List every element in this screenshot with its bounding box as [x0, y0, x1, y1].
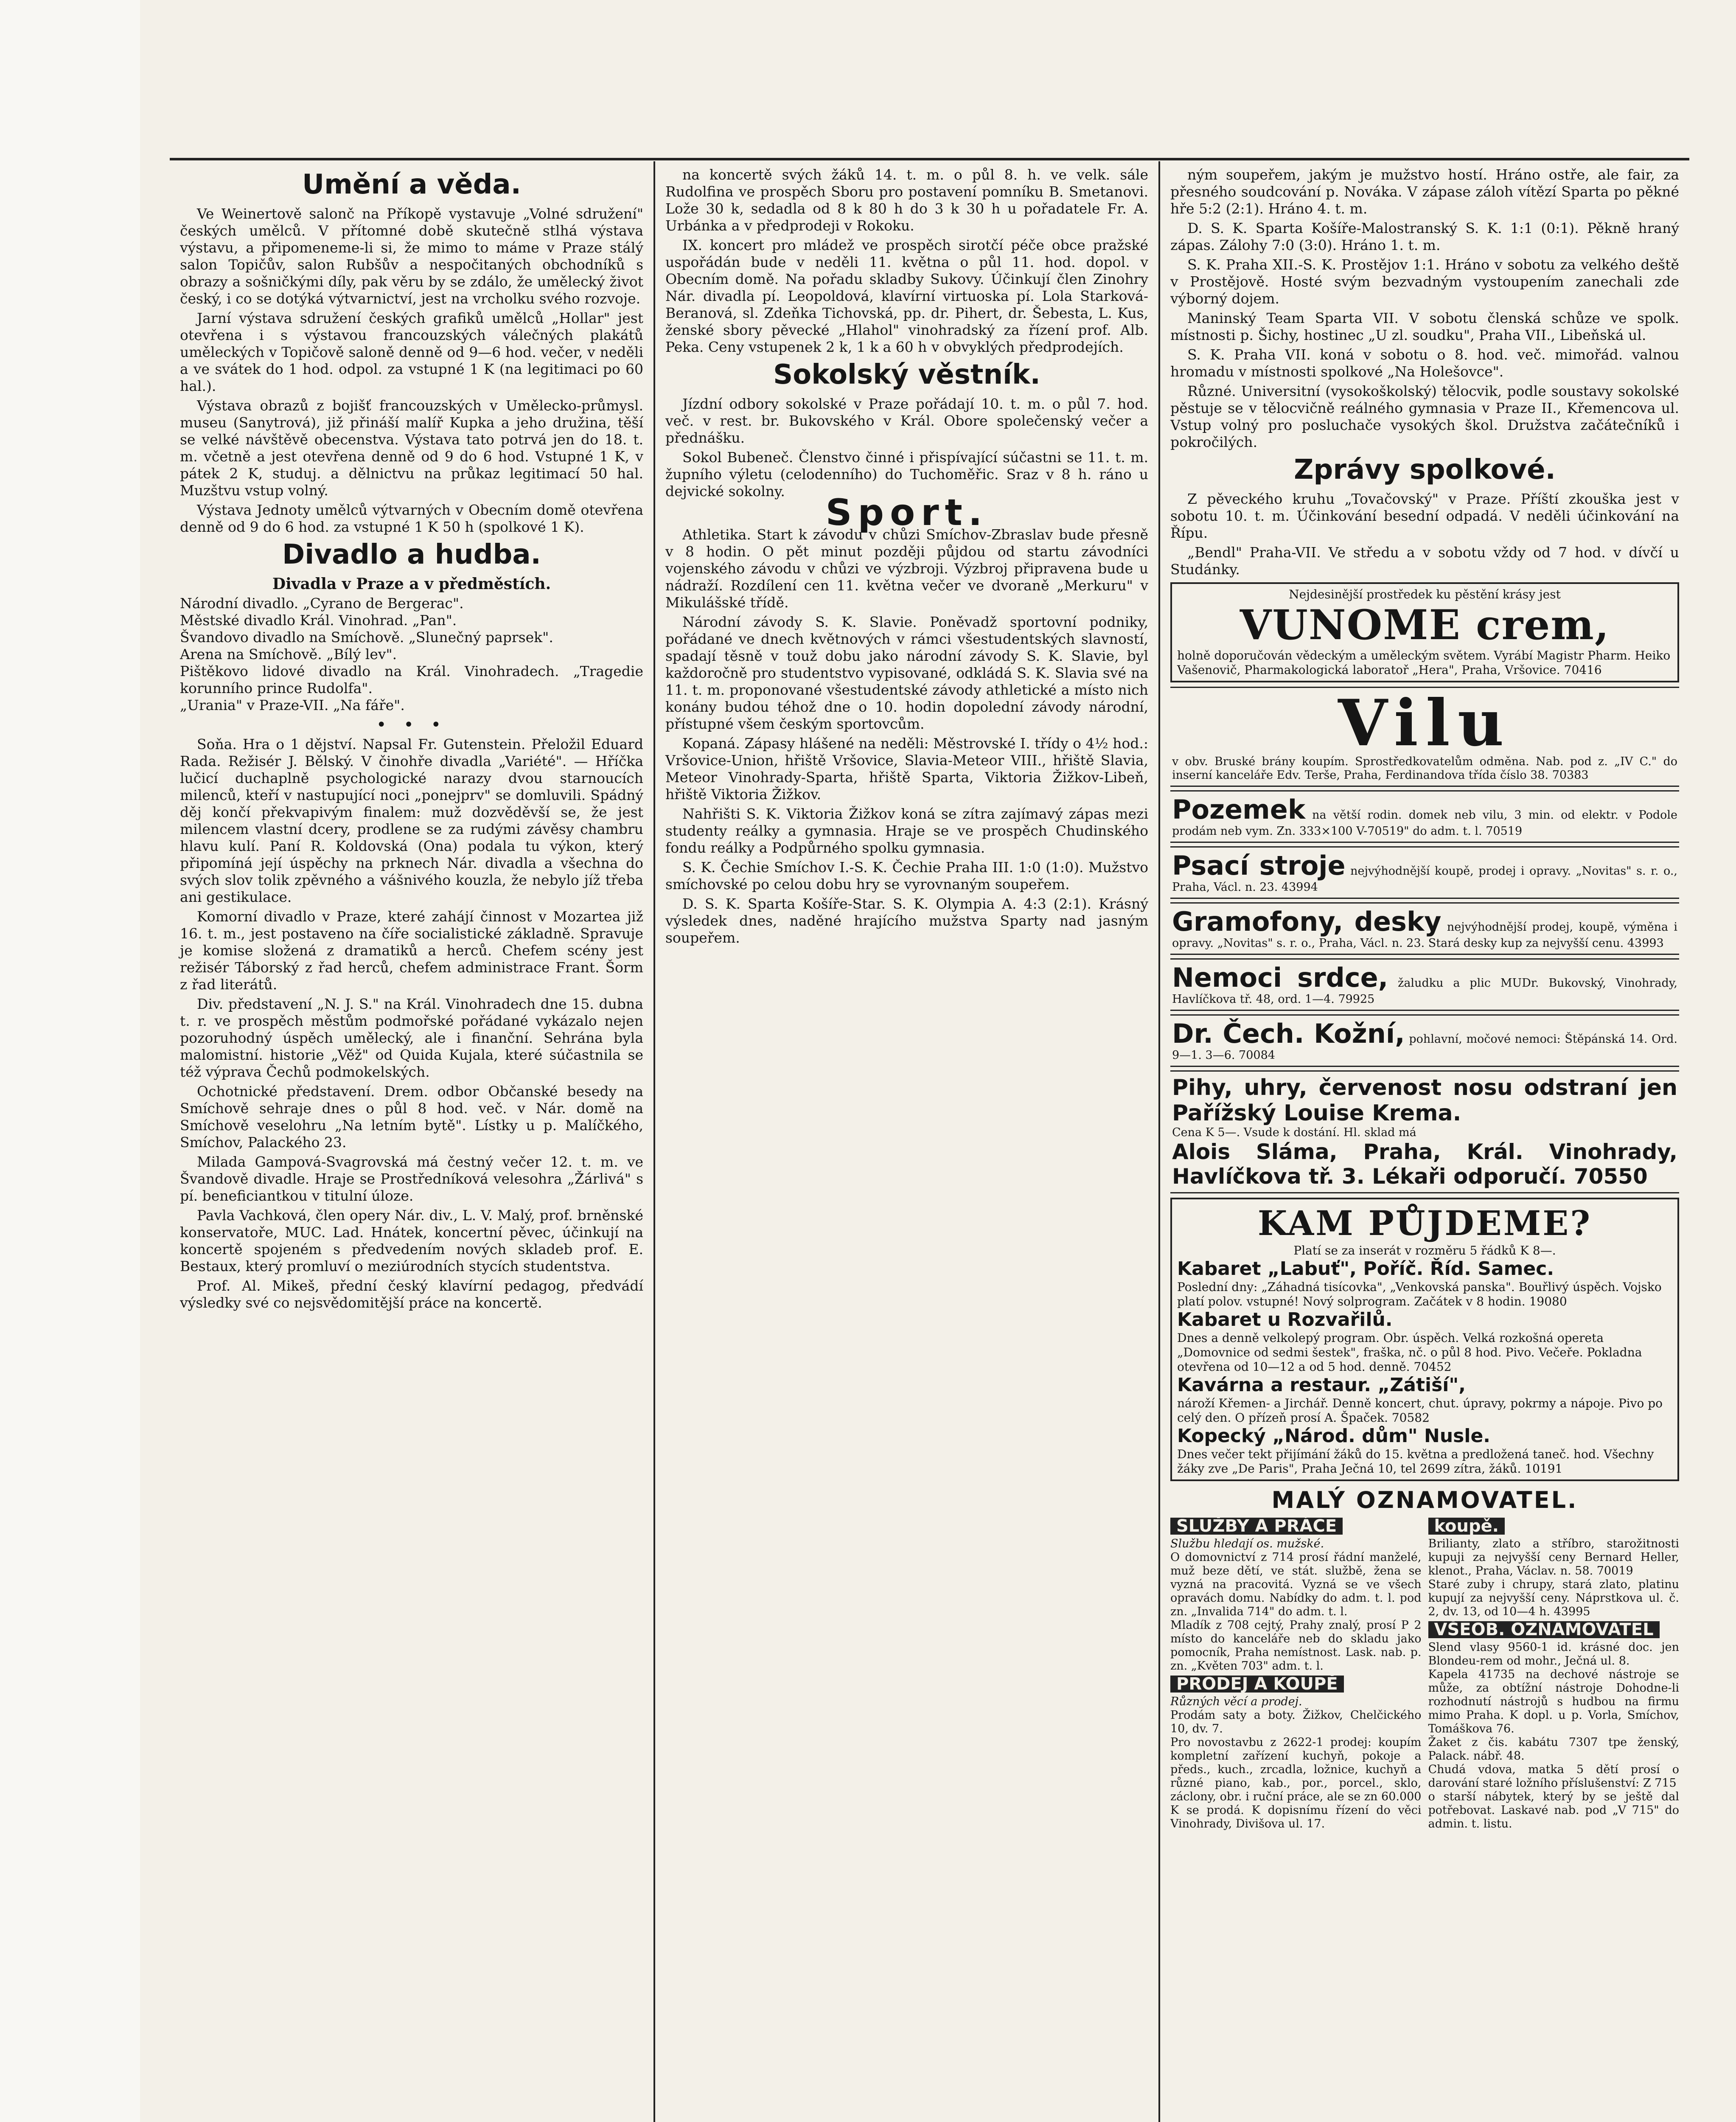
top-rule — [170, 158, 1689, 160]
ad-psaci-title: Psací stroje — [1172, 850, 1346, 881]
ad-labut-title: Kabaret „Labuť", Poříč. Říd. Samec. — [1177, 1258, 1554, 1280]
theatre-paragraph: Komorní divadlo v Praze, které zahájí činnost v Mozartea již 16. t. m., jest postaveno na číře socialistické základně. Spravuje je komise složená z dramatiků a herců. Chefem scény jest režisér Táborský z řad herců, chefem administrace Frant. Šorm z řad literátů. — [180, 908, 643, 993]
ad-vunome-text: holně doporučován vědeckým a uměleckým světem. Vyrábí Magistr Pharm. Heiko Vašenovič, Pharmakologická laboratoř „Hera", Praha, Vršovice. 70416 — [1177, 648, 1671, 677]
maly-oznamovatel-title: MALÝ OZNAMOVATEL. — [1271, 1487, 1578, 1513]
concert-paragraph: IX. koncert pro mládež ve prospěch sirotčí péče obce pražské uspořádán bude v neděli 11. května o půl 11. hod. dopol. v Obecním domě. Na pořadu skladby Sukovy. Účinkují člen Zinohry Nár. divadla pí. Leopoldová, klavírní virtuoska pí. Lola Starková-Beranová, sl. Zdeňka Tichovská, pp. dr. Pihert, dr. Šebesta, L. Kus, ženské sbory pěvecké „Hlahol" vinohradský za řízení prof. Alb. Peka. Ceny vstupenek 2 k, 1 k a 60 h v obvyklých předprodejích. — [665, 237, 1148, 355]
art-paragraph: Jarní výstava sdružení českých grafiků umělců „Hollar" jest otevřena i s výstavou francouzských válečných plakátů uměleckých v Topičově saloně denně od 9—6 hod. večer, v neděli a ve svátek do 1 hod. odpol. za vstupné 1 K (na legitimaci po 60 hal.). — [180, 310, 643, 394]
classified-item: Mladík z 708 cejtý, Prahy znalý, prosí P 2 místo do kanceláře neb do skladu jako pomocník, Praha nemístnost. Lask. nab. p. zn. „Květen 703" adm. t. l. — [1170, 1619, 1422, 1673]
ad-zatisi-text: nároží Křemen- a Jirchář. Denně koncert, chut. úpravy, pokrmy a nápoje. Pivo po celý den. O přízeň prosí A. Špaček. 70582 — [1177, 1396, 1663, 1425]
ad-vilu — [1170, 687, 1679, 787]
art-paragraph: Výstava Jednoty umělců výtvarných v Obecním domě otevřena denně od 9 do 6 hod. za vstupné 1 K 50 h (spolkové 1 K). — [180, 502, 643, 535]
sport-paragraph: Nahřišti S. K. Viktoria Žižkov koná se zítra zajímavý zápas mezi studenty reálky a gymnasia. Hraje se ve prospěch Chudinského fondu reálky a Podpůrného spolku gymnasia. — [665, 806, 1148, 856]
classified-sub: Službu hledají os. mužské. — [1170, 1537, 1324, 1550]
ad-gramofony — [1170, 902, 1679, 955]
heading-art: Umění a věda. — [302, 169, 521, 200]
banner-koupe: koupě. — [1428, 1518, 1505, 1535]
theatre-paragraph: Ochotnické představení. Drem. odbor Občanské besedy na Smíchově sehraje dnes o půl 8 hod. več. v Nár. domě na Smíchově veselohru „Na letním bytě". Lístky u p. Malíčkého, Smíchov, Palackého 23. — [180, 1083, 643, 1151]
classified-item: Slend vlasy 9560-1 id. krásné doc. jen Blondeu-rem od mohr., Ječná ul. 8. — [1428, 1641, 1679, 1667]
column-2 — [653, 161, 1158, 2122]
programme-item: „Urania" v Praze-VII. „Na fáře". — [180, 697, 405, 713]
sport-paragraph: ným soupeřem, jakým je mužstvo hostí. Hráno ostře, ale fair, za přesného soudcování p. Nováka. V zápase záloh vítězí Sparta po pěkné hře 5:2 (2:1). Hráno 4. t. m. — [1170, 166, 1679, 217]
ad-gramofony-text: nejvýhodnější prodej, koupě, výměna i opravy. „Novitas" s. r. o., Praha, Václ. n. 23. Stará desky kup za nejvyšší cenu. 43993 — [1172, 921, 1677, 950]
programme-item: Arena na Smíchově. „Bílý lev". — [180, 646, 397, 662]
sport-paragraph: S. K. Čechie Smíchov I.-S. K. Čechie Praha III. 1:0 (1:0). Mužstvo smíchovské po celou dobu hry se vyrovnaným soupeřem. — [665, 859, 1148, 893]
programme-item: Městské divadlo Král. Vinohrad. „Pan". — [180, 612, 457, 629]
classified-sub: Různých věcí a prodej. — [1170, 1695, 1302, 1708]
kam-pujdeme-sub: Platí se za inserát v rozměru 5 řádků K 8—. — [1293, 1243, 1556, 1257]
club-paragraph: „Bendl" Praha-VII. Ve středu a v sobotu vždy od 7 hod. v dívčí u Studánky. — [1170, 544, 1679, 578]
theatre-paragraph: Soňa. Hra o 1 dějství. Napsal Fr. Gutenstein. Přeložil Eduard Rada. Režisér J. Bělský. V činohře divadla „Variété". — Hříčka lučicí duchaplně psychologické narazy dvou starnoucích milenců, kteří v nastupující noci „ponejprv" se domluvili. Spádný děj končí překvapivým finalem: muž dozvěděvší se, že jest milencem vlastní dcery, prodlene se za rudými závěsy chambru hlavu kulí. Paní R. Koldovská (Ona) podala tu výkon, který připomíná její úspěchy na prknech Nár. divadla a všechna do svých slov tolik zpěvného a vášnivého kouzla, že nebylo jíž třeba ani gestikulace. — [180, 736, 643, 905]
classified-item: Žaket z čis. kabátu 7307 tpe ženský, Palack. nábř. 48. — [1428, 1736, 1679, 1763]
classifieds-left — [1170, 1515, 1422, 1831]
heading-sokol: Sokolský věstník. — [773, 359, 1040, 390]
ad-cech-text: pohlavní, močové nemoci: Štěpánská 14. Ord. 9—1. 3—6. 70084 — [1172, 1033, 1677, 1062]
ad-pihy-title: Pihy, uhry, červenost nosu odstraní jen Pařížský Louise Krema. — [1172, 1075, 1677, 1126]
ad-kopecky-text: Dnes večer tekt přijímání žáků do 15. května a predložená taneč. hod. Všechny žáky zve „De Paris", Praha Ječná 10, tel 2699 zítra, žáků. 10191 — [1177, 1447, 1654, 1476]
ad-alois: Alois Sláma, Praha, Král. Vinohrady, Havlíčkova tř. 3. Lékaři odporučí. 70550 — [1172, 1140, 1677, 1189]
ad-dr-cech — [1170, 1014, 1679, 1067]
subheading-theatres: Divadla v Praze a v předměstích. — [272, 575, 551, 593]
classified-item: Staré zuby i chrupy, stará zlato, platinu kupují za nejvyšší ceny. Náprstkova ul. č. 2, dv. 13, od 10—4 h. 43995 — [1428, 1578, 1679, 1618]
classified-item: o starší nábytek, který by se ještě dal potřebovat. Laskavé nab. pod „V 715" do admin. t. listu. — [1428, 1790, 1679, 1830]
club-paragraph: Z pěveckého kruhu „Tovačovský" v Praze. Příští zkouška jest v sobotu 10. t. m. Účinkování besední odpadá. V neděli účinkování na Řípu. — [1170, 491, 1679, 541]
ad-pozemek-text: na větší rodin. domek neb vilu, 3 min. od elektr. v Podole prodám neb vym. Zn. 333×100 V-70519" do adm. t. l. 70519 — [1172, 808, 1677, 838]
theatre-paragraph: Milada Gampová-Svagrovská má čestný večer 12. t. m. ve Švandově divadle. Hraje se Prostředníková velesohra „Žárlivá" s pí. beneficiantkou v titulní úloze. — [180, 1154, 643, 1204]
sport-paragraph: D. S. K. Sparta Košíře-Star. S. K. Olympia A. 4:3 (2:1). Krásný výsledek dnes, naděné hrajícího mužstva Sparty nad jasným soupeřem. — [665, 895, 1148, 946]
concert-paragraph: na koncertě svých žáků 14. t. m. o půl 8. h. ve velk. sále Rudolfina ve prospěch Sboru pro postavení pomníku B. Smetanovi. Lože 30 k, sedadla od 8 k 80 h do 3 k 30 h u pořadatele Fr. A. Urbánka a v předprodeji v Rokoku. — [665, 166, 1148, 234]
ad-vilu-text: v obv. Bruské brány koupím. Sprostředkovatelům odměna. Nab. pod z. „IV C." do inserní kanceláře Edv. Terše, Praha, Ferdinandova třída číslo 38. 70383 — [1172, 755, 1677, 782]
sport-paragraph: D. S. K. Sparta Košíře-Malostranský S. K. 1:1 (0:1). Pěkně hraný zápas. Zálohy 7:0 (3:0). Hráno 1. t. m. — [1170, 220, 1679, 253]
sport-paragraph: S. K. Praha XII.-S. K. Prostějov 1:1. Hráno v sobotu za velkého deště v Prostějově. Hosté svým bezvadným vystoupením zanechali zde výborný dojem. — [1170, 256, 1679, 307]
theatre-paragraph: Div. představení „N. J. S." na Král. Vinohradech dne 15. dubna t. r. ve prospěch městům podmořské pořádané vykázalo nejen pozoruhodný úspěch umělecký, ale i finanční. Sehrána byla malomistní. historie „Věž" od Quida Kujala, které súčastnila se též výprava Čechů podmokelských. — [180, 996, 643, 1080]
ad-vunome-title: VUNOME crem, — [1240, 601, 1610, 649]
kam-pujdeme-title: KAM PŮJDEME? — [1257, 1203, 1592, 1243]
ad-zatisi-title: Kavárna a restaur. „Zátiší", — [1177, 1374, 1466, 1396]
sport-paragraph: S. K. Praha VII. koná v sobotu o 8. hod. več. mimořád. valnou hromadu v místnosti spolkové „Na Holešovce". — [1170, 346, 1679, 380]
ad-nemoci-title: Nemoci srdce, — [1172, 962, 1388, 993]
separator-dots: • • • — [376, 715, 447, 735]
ad-psaci-text: nejvýhodnější koupě, prodej i opravy. „Novitas" s. r. o., Praha, Václ. n. 23. 43994 — [1172, 865, 1677, 894]
heading-club-news: Zprávy spolkové. — [1294, 454, 1556, 486]
ad-pihy — [1170, 1070, 1679, 1193]
ad-pozemek — [1170, 790, 1679, 843]
sport-paragraph: Národní závody S. K. Slavie. Poněvadž sportovní podniky, pořádané ve dnech květnových v rámci všestudentských slavností, spadají těsně v touž dobu jako národní závody S. K. Slavie, byl každoročně pro studentstvo vypisované, odkládá S. K. Slavia své na 11. t. m. proponované všestudentské závody athletické a místo nich konány budou téhož dne o 10. hodin dopolední závody národní, přístupné všem českým sportovcům. — [665, 614, 1148, 732]
ad-vilu-title: Vilu — [1338, 686, 1512, 761]
columns — [170, 161, 1689, 2122]
ad-psaci-stroje — [1170, 846, 1679, 899]
ad-pihy-text: Cena K 5—. Vsude k dostání. Hl. sklad má — [1172, 1126, 1416, 1139]
programme-item: Pištěkovo lidové divadlo na Král. Vinohradech. „Tragedie korunního prince Rudolfa". — [180, 663, 643, 696]
classified-item: Prodám saty a boty. Žižkov, Chelčického 10, dv. 7. — [1170, 1709, 1422, 1735]
sport-paragraph: Maninský Team Sparta VII. V sobotu členská schůze ve spolk. místnosti p. Šichy, hostinec „U zl. soudku", Praha VII., Libeňská ul. — [1170, 310, 1679, 343]
ad-vunome — [1170, 582, 1679, 682]
classified-item: Chudá vdova, matka 5 dětí prosí o darování staré ložního příslušenství: Z 715 — [1428, 1763, 1679, 1790]
ad-kopecky-title: Kopecký „Národ. dům" Nusle. — [1177, 1425, 1491, 1447]
page-margin — [0, 0, 140, 2122]
ad-gramofony-title: Gramofony, desky — [1172, 906, 1442, 937]
art-paragraph: Ve Weinertově salonč na Příkopě vystavuje „Volné sdružení" českých umělců. V přítomné době skutečně stlhá výstava výstavu, a připomeneme-li si, že mimo to máme v Praze stálý salon Topičův, salon Rubšův a nespočitaných obchodníků s obrazy a sošničkými díly, pak věru by se zdálo, že umělecký život český, i co se dotýká výtvarnictví, jest na vrcholku svého rozvoje. — [180, 205, 643, 307]
column-1 — [170, 161, 653, 2122]
sokol-paragraph: Sokol Bubeneč. Členstvo činné i přispívající súčastni se 11. t. m. župního výletu (celodenního) do Tuchoměřic. Sraz v 8 h. ráno u dejvické sokolny. — [665, 449, 1148, 500]
theatre-paragraph: Prof. Al. Mikeš, přední český klavírní pedagog, předvádí výsledky své co nejsvědomitější práce na koncertě. — [180, 1277, 643, 1311]
sokol-paragraph: Jízdní odbory sokolské v Praze pořádají 10. t. m. o půl 7. hod. več. v rest. br. Bukovského v Král. Obore společenský večer a přednášku. — [665, 396, 1148, 446]
banner-vseob: VŠEOB. OZNAMOVATEL — [1428, 1621, 1660, 1638]
banner-sluzby: SLUŽBY A PRÁCE — [1170, 1518, 1343, 1535]
ad-pozemek-title: Pozemek — [1172, 794, 1306, 825]
classified-item: Brilianty, zlato a stříbro, starožitnosti kupuji za nejvyšší ceny Bernard Heller, klenot., Praha, Václav. n. 58. 70019 — [1428, 1537, 1679, 1577]
classifieds — [1170, 1515, 1679, 1831]
sport-paragraph: Kopaná. Zápasy hlášené na neděli: Městrovské I. třídy o 4½ hod.: Vršovice-Union, hřiště Vršovice, Slavia-Meteor VIII., hřiště Slavia, Meteor Vinohrady-Sparta, hřiště Sparta, Viktoria Žižkov-Libeň, hřiště Viktoria Žižkov. — [665, 735, 1148, 803]
ad-labut-text: Poslední dny: „Záhadná tisícovka", „Venkovská panska". Bouřlivý úspěch. Vojsko platí polov. vstupné! Nový solprogram. Začátek v 8 hodin. 19080 — [1177, 1280, 1662, 1308]
classified-item: O domovnictví z 714 prosí řádní manželé, muž beze dětí, ve stát. službě, žena se vyzná na pracovitá. Vyzná se ve všech opravách domu. Nabídky do adm. t. l. pod zn. „Invalida 714" do adm. t. l. — [1170, 1551, 1422, 1618]
theatre-paragraph: Pavla Vachková, člen opery Nár. div., L. V. Malý, prof. brněnské konservatoře, MUC. Lad. Hnátek, koncertní pěvec, účinkují na koncertě spojeném s předvedením nových skladeb prof. E. Bestaux, který promluví o meziúrodních stycích studentstva. — [180, 1207, 643, 1274]
ad-nemoci-text: žaludku a plic MUDr. Bukovský, Vinohrady, Havlíčkova tř. 48, ord. 1—4. 79925 — [1172, 977, 1677, 1006]
column-3 — [1158, 161, 1689, 2122]
programme-item: Švandovo divadlo na Smíchově. „Slunečný paprsek". — [180, 629, 553, 646]
sport-paragraph: Různé. Universitní (vysokoškolský) tělocvik, podle soustavy sokolské pěstuje se v tělocvičně reálného gymnasia v Praze II., Křemencova ul. Vstup volný pro posluchače vysokých škol. Družstva začátečníků i pokročilých. — [1170, 383, 1679, 450]
programme-item: Národní divadlo. „Cyrano de Bergerac". — [180, 595, 464, 612]
banner-prodej: PRODEJ A KOUPĚ — [1170, 1676, 1344, 1693]
classifieds-right — [1428, 1515, 1680, 1831]
heading-theatre: Divadlo a hudba. — [282, 539, 541, 570]
sport-paragraph: Athletika. Start k závodu v chůzi Smíchov-Zbraslav bude přesně v 8 hodin. O pět minut později půjdou od startu závodníci vojenského závodu v chůzi ve výzbroji. Výzbroj připravena bude u nádraží. Rozdílení cen 11. května večer ve dvoraně „Merkuru" v Mikulášské třídě. — [665, 526, 1148, 611]
ad-cech-title: Dr. Čech. Kožní, — [1172, 1018, 1405, 1049]
heading-sport: Sport. — [825, 491, 988, 534]
ad-nemoci — [1170, 958, 1679, 1011]
kam-pujdeme-section — [1170, 1198, 1679, 1481]
classified-item: Kapela 41735 na dechové nástroje se může, za obtížní nástroje Dohodne-li rozhodnutí nástrojů s hudbou na firmu mimo Praha. K dopl. u p. Vorla, Smíchov, Tomáškova 76. — [1428, 1668, 1679, 1735]
art-paragraph: Výstava obrazů z bojišť francouzských v Umělecko-průmysl. museu (Sanytrová), již přináší malíř Kupka a jeho družina, těší se velké návštěvě obecenstva. Výstava tato potrvá jen do 18. t. m. včetně a jest otevřena denně od 9 do 6 hod. Vstupné 1 K, v pátek 2 K, studuj. a dělnictvu na průkaz legitimací 50 hal. Muzštvu vstup volný. — [180, 397, 643, 499]
ad-rozvarilu-title: Kabaret u Rozvařilů. — [1177, 1309, 1393, 1330]
ad-vunome-top: Nejdesinější prostředek ku pěstění krásy jest — [1289, 587, 1561, 601]
ad-rozvarilu-text: Dnes a denně velkolepý program. Obr. úspěch. Velká rozkošná opereta „Domovnice od sedmi šestek", fraška, nč. o půl 8 hod. Pivo. Večeře. Pokladna otevřena od 10—12 a od 5 hod. denně. 70452 — [1177, 1331, 1642, 1374]
classified-item: Pro novostavbu z 2622-1 prodej: koupím kompletní zařízení kuchyň, pokoje a předs., kuch., zrcadla, ložnice, kuchyň a různé piano, kab., por., porcel., sklo, záclony, obr. i ruční práce, ale se zn 60.000 K se prodá. K dopisnímu řízení do věci Vinohrady, Divišova ul. 17. — [1170, 1736, 1422, 1830]
